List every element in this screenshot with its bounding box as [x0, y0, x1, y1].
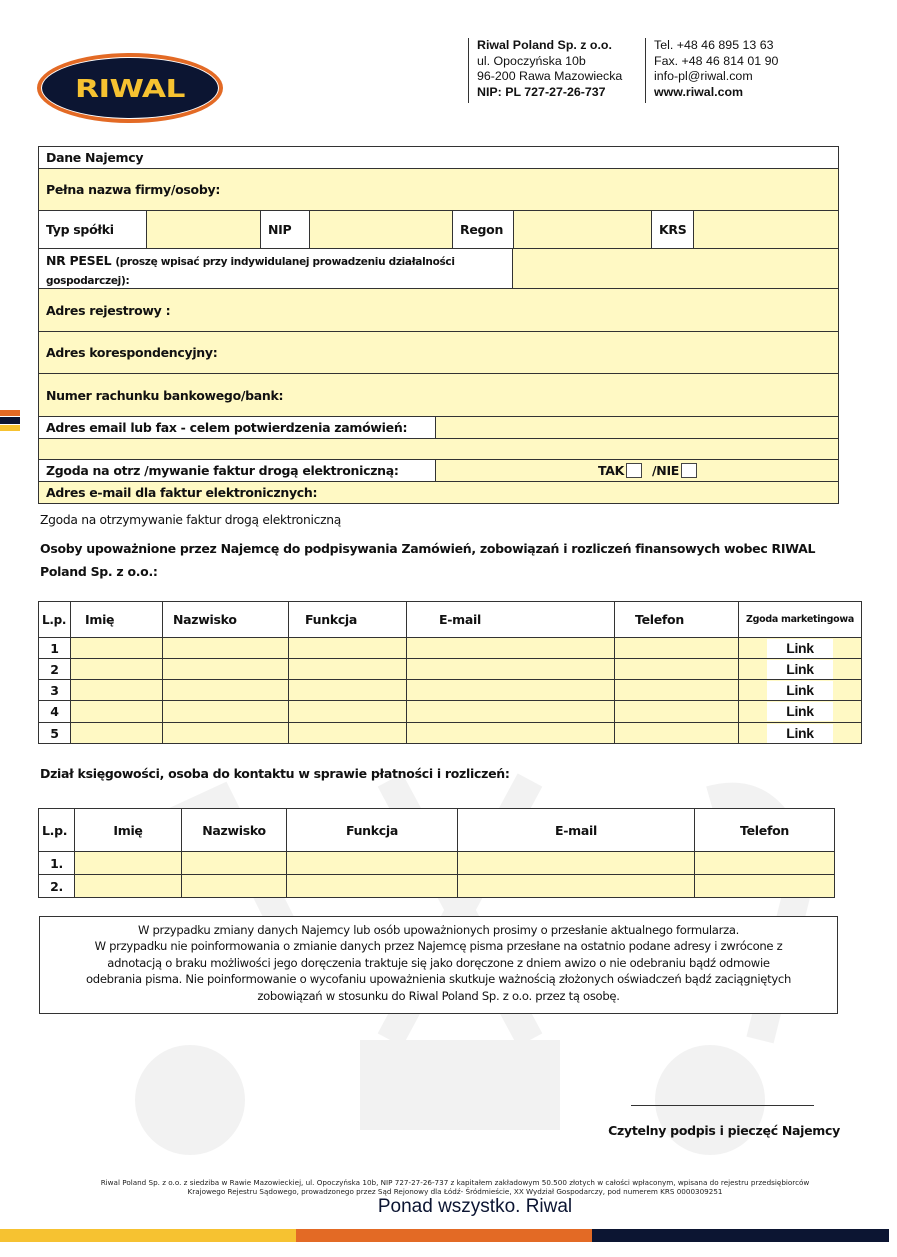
- phone-field[interactable]: [615, 638, 739, 659]
- last-name-field[interactable]: [182, 875, 287, 898]
- company-nip: NIP: PL 727-27-26-737: [477, 84, 606, 99]
- section-title-tenant: Dane Najemcy: [39, 147, 838, 168]
- tak-label: TAK: [598, 463, 625, 478]
- nip-label: NIP: [260, 211, 309, 248]
- company-tel: Tel. +48 46 895 13 63: [654, 38, 774, 52]
- col-header-last-name: Nazwisko: [163, 602, 289, 638]
- row-number: 2.: [39, 875, 75, 898]
- first-name-field[interactable]: [71, 659, 163, 680]
- first-name-field[interactable]: [71, 638, 163, 659]
- bank-account-field[interactable]: [39, 374, 838, 416]
- brand-color-bar: [0, 1229, 897, 1242]
- full-name-field[interactable]: [39, 169, 838, 210]
- first-name-field[interactable]: [75, 875, 182, 898]
- krs-label: KRS: [651, 211, 693, 248]
- phone-field[interactable]: [615, 701, 739, 723]
- last-name-field[interactable]: [182, 852, 287, 875]
- phone-field[interactable]: [695, 852, 835, 875]
- data-change-notice: [39, 916, 838, 1014]
- company-city: 96-200 Rawa Mazowiecka: [477, 69, 623, 83]
- slogan: Ponad wszystko. Riwal: [377, 1196, 573, 1217]
- email-field[interactable]: [407, 723, 615, 744]
- row-number: 1.: [39, 852, 75, 875]
- col-header-last-name: Nazwisko: [182, 809, 287, 852]
- function-field[interactable]: [287, 875, 458, 898]
- company-type-field[interactable]: [146, 211, 260, 248]
- col-header-email: E-mail: [458, 809, 695, 852]
- pesel-field[interactable]: [512, 249, 838, 288]
- einvoice-email-field[interactable]: [39, 482, 838, 503]
- authorized-persons-title: Osoby upoważnione przez Najemcę do podpisywania Zamówień, zobowiązań i rozliczeń finansowych wobec RIWAL Poland Sp. z o.o.:: [40, 541, 816, 579]
- full-name-label: Pełna nazwa firmy/osoby:: [46, 182, 221, 197]
- einvoice-email-label: Adres e-mail dla faktur elektronicznych:: [46, 485, 318, 500]
- phone-field[interactable]: [615, 680, 739, 701]
- notice-line-3: adnotacją o braku możliwości jego doręczenia traktuje się jako doręczone z dniem awizo o nie odebraniu bądź odmowie: [107, 955, 770, 970]
- nie-label: /NIE: [652, 463, 680, 478]
- nie-checkbox[interactable]: [681, 463, 697, 478]
- function-field[interactable]: [287, 852, 458, 875]
- regon-label: Regon: [452, 211, 513, 248]
- col-header-function: Funkcja: [289, 602, 407, 638]
- marketing-consent-link[interactable]: Link: [767, 681, 833, 700]
- notice-line-1: W przypadku zmiany danych Najemcy lub osób upoważnionych prosimy o przesłanie aktualnego formularza.: [137, 923, 740, 937]
- email-field[interactable]: [458, 852, 695, 875]
- col-header-first-name: Imię: [71, 602, 163, 638]
- einvoice-consent-options: [435, 460, 838, 481]
- first-name-field[interactable]: [71, 701, 163, 723]
- einvoice-note: Zgoda na otrzymywanie faktur drogą elektroniczną: [40, 513, 341, 527]
- registered-address-field[interactable]: [39, 289, 838, 331]
- signature-line[interactable]: [631, 1105, 814, 1106]
- bank-account-label: Numer rachunku bankowego/bank:: [46, 387, 284, 403]
- email-field[interactable]: [407, 638, 615, 659]
- marketing-consent-link[interactable]: Link: [767, 660, 833, 679]
- col-header-email: E-mail: [407, 602, 615, 638]
- tenant-data-form: [38, 146, 839, 504]
- order-email-field[interactable]: [435, 417, 838, 438]
- accounting-contact-title: Dział księgowości, osoba do kontaktu w sprawie płatności i rozliczeń:: [40, 766, 510, 781]
- side-mark-orange: [0, 410, 20, 416]
- bar-orange: [296, 1229, 592, 1242]
- company-email[interactable]: info-pl@riwal.com: [654, 69, 753, 83]
- company-address-block: [468, 38, 622, 103]
- marketing-consent-link[interactable]: Link: [767, 724, 833, 743]
- einvoice-consent-label: Zgoda na otrz /mywanie faktur drogą elektroniczną:: [39, 460, 435, 481]
- bar-yellow: [0, 1229, 296, 1242]
- bar-navy: [592, 1229, 889, 1242]
- authorized-persons-table: [38, 601, 862, 744]
- signature-label: Czytelny podpis i pieczęć Najemcy: [608, 1123, 840, 1138]
- function-field[interactable]: [289, 701, 407, 723]
- last-name-field[interactable]: [163, 659, 289, 680]
- regon-field[interactable]: [513, 211, 651, 248]
- function-field[interactable]: [289, 680, 407, 701]
- col-header-first-name: Imię: [75, 809, 182, 852]
- table-row: [39, 875, 835, 898]
- riwal-logo: [37, 53, 223, 123]
- legal-line-1: Riwal Poland Sp. z o.o. z siedziba w Rawie Mazowieckiej, ul. Opoczyńska 10b, NIP 727-27-26-737 z kapitałem zakładowym 50.500 złotych w całości wpłaconym, wpisana do rejestru przedsiębiorców: [100, 1178, 810, 1187]
- first-name-field[interactable]: [71, 723, 163, 744]
- col-header-function: Funkcja: [287, 809, 458, 852]
- marketing-consent-link[interactable]: Link: [767, 702, 833, 721]
- order-email-label: Adres email lub fax - celem potwierdzenia zamówień:: [39, 417, 435, 438]
- email-field[interactable]: [407, 659, 615, 680]
- pesel-note: (proszę wpisać przy indywidulanej prowadzeniu działalności gospodarczej):: [46, 256, 455, 287]
- company-contact-block: [645, 38, 778, 103]
- col-header-lp: L.p.: [39, 809, 75, 852]
- col-header-lp: L.p.: [39, 602, 71, 638]
- table-row: [39, 723, 862, 744]
- phone-field[interactable]: [695, 875, 835, 898]
- company-type-label: Typ spółki: [39, 211, 146, 248]
- side-mark-yellow: [0, 425, 20, 431]
- company-website[interactable]: www.riwal.com: [654, 84, 744, 99]
- email-field[interactable]: [407, 701, 615, 723]
- col-header-phone: Telefon: [695, 809, 835, 852]
- function-field[interactable]: [289, 659, 407, 680]
- table-row: [39, 638, 862, 659]
- correspondence-address-field[interactable]: [39, 332, 838, 373]
- registered-address-label: Adres rejestrowy :: [46, 302, 171, 318]
- table-row: [39, 701, 862, 723]
- company-name: Riwal Poland Sp. z o.o.: [477, 38, 612, 52]
- email-field[interactable]: [407, 680, 615, 701]
- last-name-field[interactable]: [163, 723, 289, 744]
- table-row: [39, 680, 862, 701]
- function-field[interactable]: [289, 638, 407, 659]
- tak-checkbox[interactable]: [626, 463, 642, 478]
- notice-line-4: odebrania pisma. Nie poinformowanie o wycofaniu upoważnienia skutkuje ważnością złożonych oświadczeń bądź zaciągniętych: [85, 972, 792, 987]
- first-name-field[interactable]: [75, 852, 182, 875]
- accounting-contacts-table: [38, 808, 835, 898]
- company-fax: Fax. +48 46 814 01 90: [654, 53, 779, 68]
- side-mark-navy: [0, 417, 20, 424]
- legal-footer: [40, 1178, 870, 1196]
- order-email-field-extra[interactable]: [39, 439, 838, 459]
- function-field[interactable]: [289, 723, 407, 744]
- row-number: 1: [39, 638, 71, 659]
- col-header-phone: Telefon: [615, 602, 739, 638]
- company-street: ul. Opoczyńska 10b: [477, 53, 586, 68]
- pesel-label: NR PESEL: [46, 253, 112, 268]
- krs-field[interactable]: [693, 211, 838, 248]
- email-field[interactable]: [458, 875, 695, 898]
- marketing-consent-link[interactable]: Link: [767, 639, 833, 658]
- notice-line-5: zobowiązań w stosunku do Riwal Poland Sp. z o.o. przez tą osobę.: [257, 988, 620, 1003]
- table-row: [39, 852, 835, 875]
- row-number: 5: [39, 723, 71, 744]
- phone-field[interactable]: [615, 659, 739, 680]
- table-row: [39, 659, 862, 680]
- row-number: 3: [39, 680, 71, 701]
- pesel-label-cell: [39, 249, 512, 288]
- last-name-field[interactable]: [163, 701, 289, 723]
- last-name-field[interactable]: [163, 638, 289, 659]
- nip-field[interactable]: [309, 211, 452, 248]
- row-number: 2: [39, 659, 71, 680]
- legal-line-2: Krajowego Rejestru Sądowego, prowadzonego przez Sąd Rejonowy dla Łódź- Śródmieście, XX Wydział Gospodarczy, pod numerem KRS 0000309251: [187, 1187, 723, 1196]
- phone-field[interactable]: [615, 723, 739, 744]
- notice-line-2: W przypadku nie poinformowania o zmianie danych przez Najemcę pisma przesłane na ostatnio podane adresy i zwrócone z: [94, 939, 783, 954]
- logo-text: RIWAL: [75, 73, 185, 103]
- col-header-marketing-consent: Zgoda marketingowa: [739, 602, 862, 638]
- first-name-field[interactable]: [71, 680, 163, 701]
- row-number: 4: [39, 701, 71, 723]
- last-name-field[interactable]: [163, 680, 289, 701]
- correspondence-address-label: Adres korespondencyjny:: [46, 345, 218, 360]
